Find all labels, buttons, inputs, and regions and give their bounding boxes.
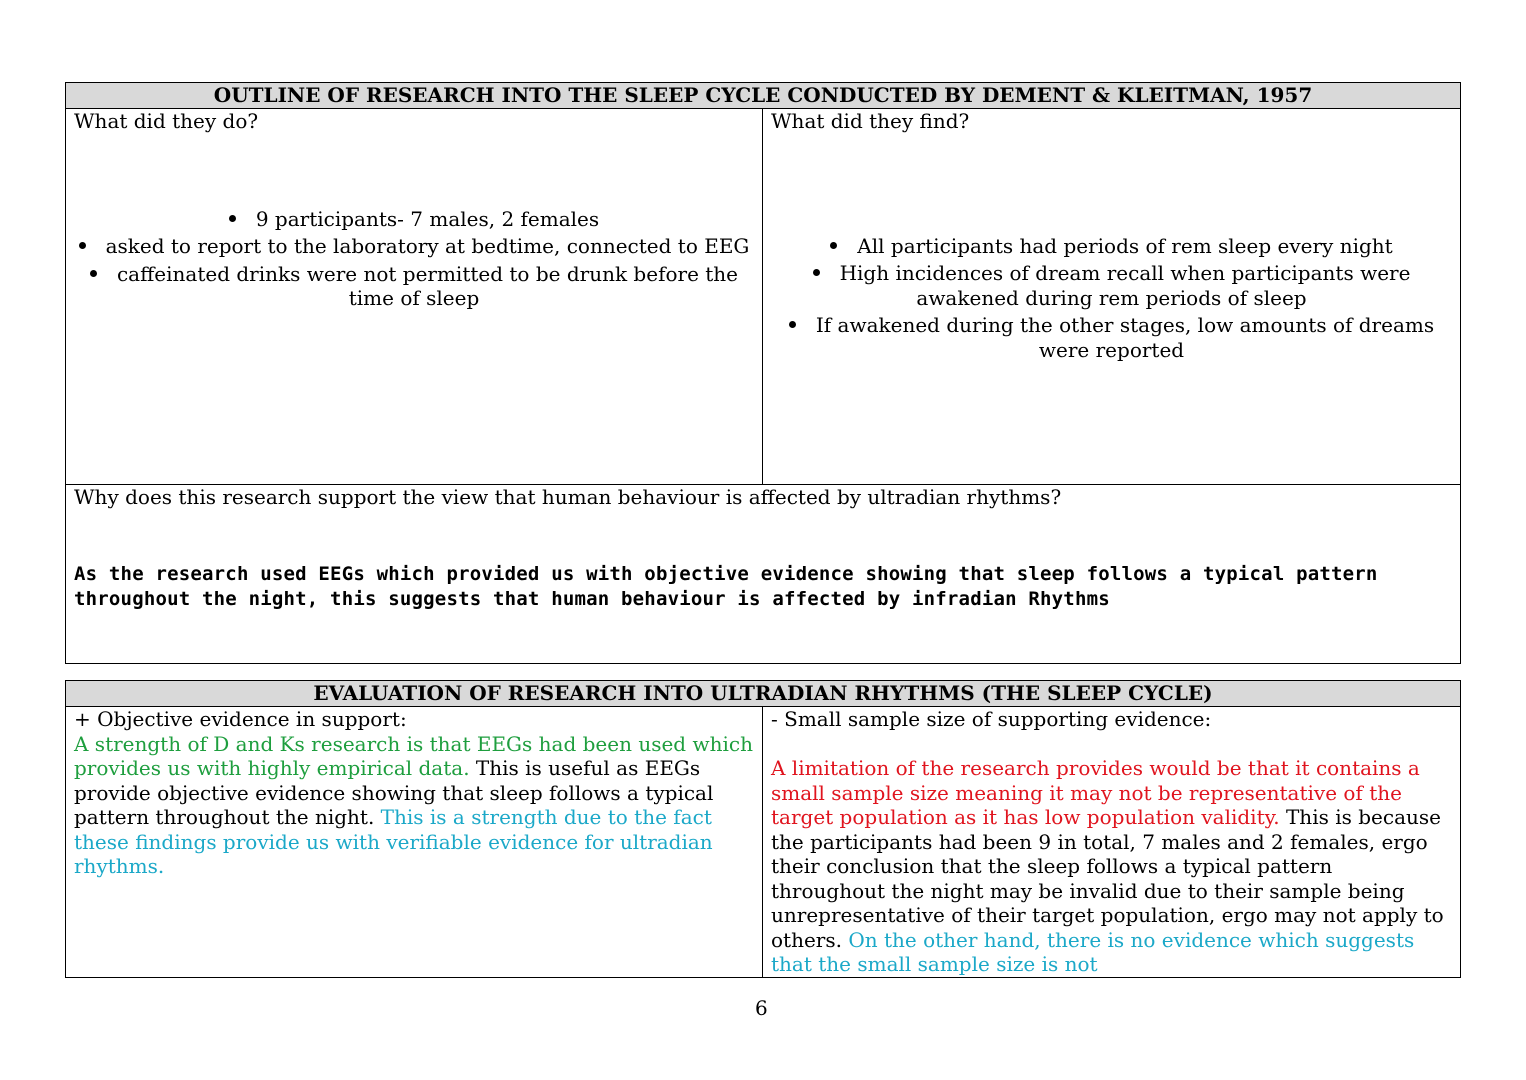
limitation-cyan-text: On the other hand, there is no evidence which suggests that the small sample size is not <box>771 927 1415 976</box>
strength-heading: + Objective evidence in support: <box>74 707 407 731</box>
list-item: All participants had periods of rem sleep every night <box>771 234 1452 259</box>
evaluation-table <box>65 680 1461 978</box>
outline-row <box>66 109 1460 485</box>
list-item: asked to report to the laboratory at bedtime, connected to EEG <box>74 234 754 259</box>
bullet-icon <box>789 321 796 328</box>
strength-cyan-text: This is a strength due to the fact these findings provide us with verifiable evidence for ultradian rhythms. <box>74 805 713 878</box>
what-did-they-find-list <box>771 234 1452 363</box>
evaluation-title: EVALUATION OF RESEARCH INTO ULTRADIAN RHYTHMS (THE SLEEP CYCLE) <box>66 681 1460 707</box>
outline-title: OUTLINE OF RESEARCH INTO THE SLEEP CYCLE CONDUCTED BY DEMENT & KLEITMAN, 1957 <box>66 83 1460 109</box>
strength-black-text: This is useful as EEGs provide objective evidence showing that sleep follows a typical pattern throughout the night. <box>74 756 714 829</box>
why-question: Why does this research support the view that human behaviour is affected by ultradian rhythms? <box>74 485 1062 509</box>
list-item: caffeinated drinks were not permitted to be drunk before the time of sleep <box>74 262 754 311</box>
strength-cell <box>66 707 763 977</box>
bullet-icon <box>90 270 97 277</box>
strength-green-text: A strength of D and Ks research is that EEGs had been used which provides us with highly empirical data. <box>74 731 753 780</box>
evaluation-row <box>66 707 1460 977</box>
bullet-icon <box>813 269 820 276</box>
list-item: If awakened during the other stages, low amounts of dreams were reported <box>771 313 1452 362</box>
limitation-red-text: A limitation of the research provides would be that it contains a small sample size meaning it may not be representative of the target population as it has low population validity. <box>771 756 1420 829</box>
list-item: High incidences of dream recall when participants were awakened during rem periods of sleep <box>771 261 1452 310</box>
outline-table <box>65 82 1461 664</box>
what-did-they-find-question: What did they find? <box>771 109 970 133</box>
list-item: 9 participants- 7 males, 2 females <box>74 207 754 232</box>
what-did-they-do-list <box>74 207 754 311</box>
why-cell <box>66 485 1460 612</box>
limitation-black-text: This is because the participants had been 9 in total, 7 males and 2 females, ergo their conclusion that the sleep follows a typical pattern throughout the night may be invalid due to their sample being unrepresentative of their target population, ergo may not apply to others. <box>771 805 1444 952</box>
what-did-they-do-cell <box>66 109 763 484</box>
bullet-icon <box>830 242 837 249</box>
what-did-they-do-question: What did they do? <box>74 109 259 133</box>
bullet-icon <box>229 215 236 222</box>
what-did-they-find-cell <box>763 109 1460 484</box>
limitation-cell <box>763 707 1460 977</box>
why-answer: As the research used EEGs which provided us with objective evidence showing that sleep follows a typical pattern throughout the night, this suggests that human behaviour is affected by infradian Rhythms <box>74 563 1378 610</box>
limitation-paragraph <box>771 756 1452 977</box>
bullet-icon <box>79 242 86 249</box>
strength-paragraph <box>74 732 754 879</box>
page-number: 6 <box>755 996 768 1020</box>
limitation-heading: - Small sample size of supporting evidence: <box>771 707 1212 731</box>
